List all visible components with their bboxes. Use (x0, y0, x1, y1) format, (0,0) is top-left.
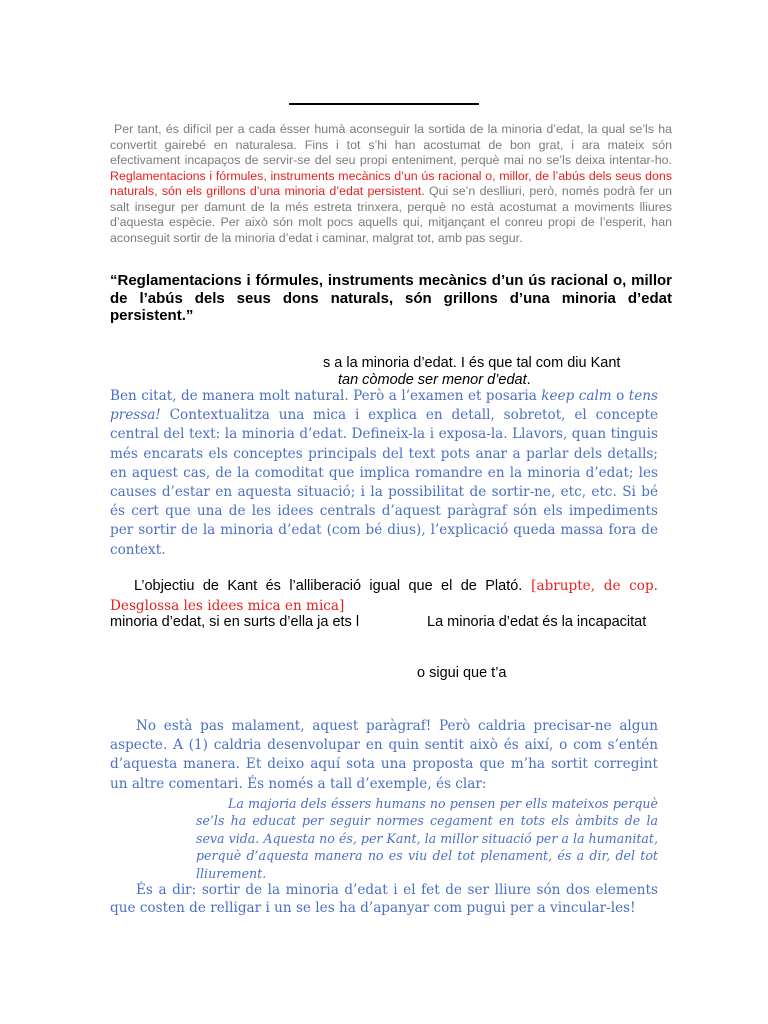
source-quote-after: Qui se’n deslliuri, però, només podrà fer un salt insegur per damunt de la més estreta trinxera, perquè no està acostumat a moviments lliures d’aquesta espècie. Per això són molt pocs aquells qui, mitjançant el conreu propi de l’esperit, han aconseguit sortir de la minoria d’edat i caminar, malgrat tot, amb pas segur. (110, 184, 672, 245)
closing-comment: És a dir: sortir de la minoria d’edat i el fet de ser lliure són dos elements que costen de relligar i un se les ha d’apanyar com pugui per a vincular-les! (110, 882, 658, 917)
teacher-note-red: [abrupte, de cop. Desglossa les idees mica en mica] (110, 578, 658, 615)
source-quote-highlight: Reglamentacions i fórmules, instruments mecànics d’un ús racional o, millor, de l’abús dels seus dons naturals, són els grillons d’una minoria d’edat persistent. (110, 168, 672, 198)
comment1-part2: o (611, 388, 629, 404)
sigui-fragment: o sigui que t’a (417, 665, 507, 681)
teacher-comment-3: No està pas malament, aquest paràgraf! Però caldria precisar-ne algun aspecte. A (1) caldria desenvolupar en quin sentit això és així, o com s’entén d’aquesta manera. Et deixo aquí sota una proposta que m’ha sortit corregint un altre comentari. És només a tall d’exemple, és clar: (110, 718, 658, 792)
teacher-comment-1 (110, 387, 658, 560)
comment1-em2: tens pressa! (110, 388, 658, 424)
comment1-part3: Contextualitza una mica i explica en detall, sobretot, el concepte central del text: la minoria d’edat. Defineix-la i exposa-la. Llavors, quan tinguis més encarats els conceptes principals del text pots anar a parlar dels detalls; en aquest cas, de la comoditat que implica romandre en la minoria d’edat; les causes d’estar en aquesta situació; i la possibilitat de sortir-ne, etc, etc. Si bé és cert que una de les idees centrals d’aquest paràgraf són els impediments per sortir de la minoria d’edat (com bé dius), l’explicació queda massa fora de context. (110, 407, 658, 558)
comode-period: . (526, 372, 531, 388)
example-paragraph: La majoria dels éssers humans no pensen per ells mateixos perquè se’ls ha educat per seguir normes cegament en tots els àmbits de la seva vida. Aquesta no és, per Kant, la millor situació per a la humanitat, perquè d’aquesta manera no es viu del tot plenament, és a dir, del tot lliurement. (196, 796, 658, 881)
comode-fragment (338, 372, 531, 388)
source-quote (110, 122, 672, 246)
comode-text: tan còmode ser menor d’edat (338, 372, 527, 388)
minoria-fragment-right: La minoria d’edat és la incapacitat (427, 614, 647, 630)
citation: “Reglamentacions i fórmules, instruments mecànics d’un ús racional o, millor de l’abús dels seus dons naturals, són grillons d’una minoria d’edat persistent.” (110, 272, 672, 324)
kant-fragment: s a la minoria d’edat. I és que tal com diu Kant (323, 355, 621, 371)
comment1-part1: Ben citat, de manera molt natural. Però a l’examen et posaria (110, 388, 542, 404)
kant-lead: L’objectiu de Kant és l’alliberació igual que el de Plató. (134, 578, 523, 594)
kant-paragraph (110, 576, 658, 616)
source-quote-before: Per tant, és difícil per a cada ésser humà aconseguir la sortida de la minoria d’edat, la qual se’ls ha convertit gairebé en naturalesa. Fins i tot s’hi han acostumat de bon grat, i ara mateix són efectivament incapaços de servir-se del seu propi enteniment, perquè mai no se’ls deixa intentar-ho. (110, 122, 672, 167)
minoria-fragment-left: minoria d’edat, si en surts d’ella ja ets l (110, 614, 360, 630)
comment1-em1: keep calm (541, 388, 612, 404)
top-rule (289, 103, 479, 105)
